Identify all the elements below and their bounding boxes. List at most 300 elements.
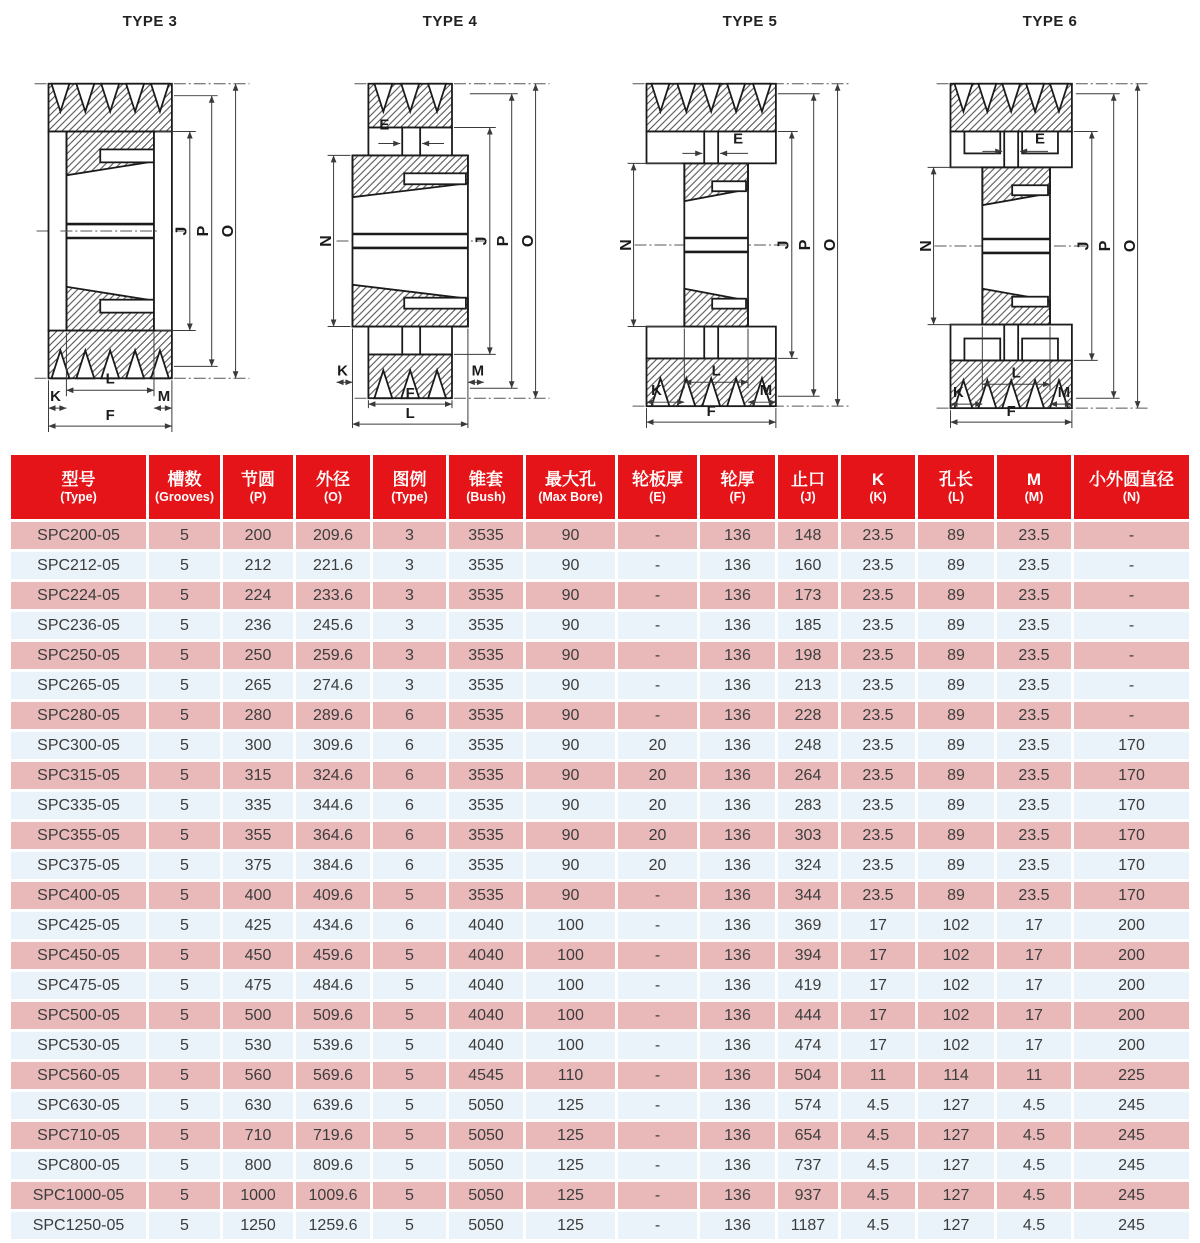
svg-text:F: F [1006,403,1016,421]
model-cell: SPC280-05 [11,702,146,729]
table-cell: 400 [223,882,293,909]
svg-text:P: P [1097,240,1115,252]
table-cell: 90 [526,822,615,849]
table-cell: 23.5 [841,852,915,879]
table-cell: 1187 [778,1212,838,1239]
table-cell: - [618,912,697,939]
table-cell: 4040 [449,972,523,999]
table-cell: - [1074,702,1189,729]
table-cell: 1000 [223,1182,293,1209]
table-cell: - [618,672,697,699]
table-row [11,702,1189,729]
table-cell: 170 [1074,822,1189,849]
table-cell: - [1074,582,1189,609]
table-cell: 5 [149,762,220,789]
table-cell: 245.6 [296,612,370,639]
table-cell: 23.5 [841,612,915,639]
svg-text:L: L [105,370,115,388]
table-cell: 89 [918,702,994,729]
svg-text:N: N [918,240,936,252]
table-cell: 89 [918,672,994,699]
table-cell: 654 [778,1122,838,1149]
table-cell: 20 [618,732,697,759]
table-cell: 17 [997,1002,1071,1029]
table-cell: 23.5 [997,762,1071,789]
table-cell: 364.6 [296,822,370,849]
table-cell: 5 [149,882,220,909]
table-cell: 209.6 [296,522,370,549]
table-row [11,522,1189,549]
model-cell: SPC300-05 [11,732,146,759]
svg-text:N: N [318,235,336,247]
table-cell: 136 [700,552,775,579]
table-row [11,672,1189,699]
table-cell: 200 [1074,1032,1189,1059]
table-cell: 136 [700,792,775,819]
svg-text:P: P [797,239,815,251]
table-cell: 5 [373,1152,446,1179]
model-cell: SPC800-05 [11,1152,146,1179]
diagram-type5 [600,0,900,452]
table-cell: 127 [918,1182,994,1209]
table-cell: 23.5 [997,852,1071,879]
table-cell: 5 [149,582,220,609]
table-cell: 3535 [449,822,523,849]
table-cell: 3 [373,612,446,639]
table-cell: 4.5 [841,1122,915,1149]
table-cell: - [618,552,697,579]
table-cell: - [618,882,697,909]
model-cell: SPC450-05 [11,942,146,969]
model-cell: SPC236-05 [11,612,146,639]
table-cell: 265 [223,672,293,699]
table-cell: 17 [997,912,1071,939]
table-cell: 5050 [449,1092,523,1119]
table-cell: 136 [700,762,775,789]
table-cell: 409.6 [296,882,370,909]
table-cell: 114 [918,1062,994,1089]
table-cell: - [618,642,697,669]
table-cell: 4040 [449,1032,523,1059]
table-cell: 250 [223,642,293,669]
table-cell: 136 [700,702,775,729]
table-cell: 5 [149,672,220,699]
table-cell: 5 [149,972,220,999]
table-cell: 5050 [449,1182,523,1209]
column-header: 锥套 (Bush) [449,455,523,519]
table-cell: 719.6 [296,1122,370,1149]
table-cell: - [1074,552,1189,579]
model-cell: SPC200-05 [11,522,146,549]
pulley-drawing-type3-icon [0,32,300,440]
table-cell: 23.5 [997,582,1071,609]
svg-text:F: F [105,407,115,425]
svg-text:E: E [379,116,390,134]
table-cell: 136 [700,1122,775,1149]
table-cell: 245 [1074,1152,1189,1179]
table-cell: 127 [918,1122,994,1149]
table-cell: 4.5 [997,1182,1071,1209]
table-row [11,822,1189,849]
table-cell: 560 [223,1062,293,1089]
table-cell: 20 [618,792,697,819]
table-cell: 23.5 [997,552,1071,579]
svg-text:L: L [711,362,721,380]
table-cell: 17 [841,912,915,939]
table-cell: 136 [700,852,775,879]
table-cell: 3535 [449,552,523,579]
table-cell: 6 [373,792,446,819]
table-cell: 1250 [223,1212,293,1239]
table-cell: - [618,1062,697,1089]
table-cell: 3535 [449,792,523,819]
model-cell: SPC500-05 [11,1002,146,1029]
table-cell: 419 [778,972,838,999]
model-cell: SPC355-05 [11,822,146,849]
table-cell: 315 [223,762,293,789]
table-row [11,852,1189,879]
table-cell: 23.5 [841,552,915,579]
model-cell: SPC630-05 [11,1092,146,1119]
table-cell: 90 [526,612,615,639]
table-cell: 228 [778,702,838,729]
table-cell: - [618,612,697,639]
table-cell: 89 [918,762,994,789]
diagram-type4 [300,0,600,452]
table-cell: 3535 [449,582,523,609]
table-cell: 5 [149,852,220,879]
table-cell: 11 [997,1062,1071,1089]
table-cell: 200 [223,522,293,549]
table-cell: 3535 [449,882,523,909]
table-cell: 3535 [449,852,523,879]
table-cell: 100 [526,972,615,999]
table-cell: 89 [918,612,994,639]
table-row [11,1002,1189,1029]
table-cell: 6 [373,822,446,849]
table-cell: 148 [778,522,838,549]
table-row [11,612,1189,639]
pulley-drawing-type5-icon [600,32,900,440]
table-cell: 4.5 [841,1092,915,1119]
table-cell: - [618,1152,697,1179]
table-cell: - [618,1182,697,1209]
table-cell: 136 [700,1182,775,1209]
table-row [11,882,1189,909]
diagram-title: TYPE 3 [122,13,178,30]
table-cell: 4.5 [841,1152,915,1179]
diagram-type6 [900,0,1200,452]
table-cell: 5 [373,1122,446,1149]
table-row [11,912,1189,939]
table-cell: 102 [918,1032,994,1059]
table-cell: 17 [997,1032,1071,1059]
table-cell: 335 [223,792,293,819]
table-cell: 20 [618,822,697,849]
table-cell: 937 [778,1182,838,1209]
table-cell: 5 [373,1092,446,1119]
table-cell: 394 [778,942,838,969]
table-cell: 344 [778,882,838,909]
table-cell: 569.6 [296,1062,370,1089]
table-cell: 102 [918,1002,994,1029]
table-cell: 5 [373,1032,446,1059]
table-cell: 89 [918,792,994,819]
table-cell: 23.5 [997,882,1071,909]
table-cell: 160 [778,552,838,579]
column-header: 节圆 (P) [223,455,293,519]
model-cell: SPC265-05 [11,672,146,699]
table-cell: 444 [778,1002,838,1029]
table-cell: 17 [841,972,915,999]
table-cell: 434.6 [296,912,370,939]
table-cell: 283 [778,792,838,819]
table-cell: 3 [373,582,446,609]
svg-text:O: O [1122,239,1140,253]
table-cell: 125 [526,1092,615,1119]
table-cell: 11 [841,1062,915,1089]
table-cell: 5 [149,792,220,819]
table-cell: 23.5 [997,642,1071,669]
svg-text:F: F [405,385,415,403]
table-cell: 3535 [449,762,523,789]
svg-text:J: J [775,240,793,250]
column-header: 槽数 (Grooves) [149,455,220,519]
model-cell: SPC710-05 [11,1122,146,1149]
table-cell: 5 [149,1092,220,1119]
table-cell: - [618,942,697,969]
diagram-title: TYPE 4 [422,13,478,30]
table-cell: 213 [778,672,838,699]
svg-text:M: M [157,388,171,406]
table-cell: 259.6 [296,642,370,669]
table-cell: 89 [918,522,994,549]
svg-text:K: K [50,388,61,406]
table-cell: 248 [778,732,838,759]
table-cell: 4.5 [997,1092,1071,1119]
table-cell: 5 [373,1182,446,1209]
table-cell: 3535 [449,672,523,699]
table-cell: 136 [700,642,775,669]
table-cell: 23.5 [997,702,1071,729]
table-cell: 198 [778,642,838,669]
table-header [11,455,1189,519]
column-header: 图例 (Type) [373,455,446,519]
table-cell: 3535 [449,642,523,669]
table-cell: 23.5 [997,732,1071,759]
table-cell: 5 [149,642,220,669]
table-cell: 170 [1074,852,1189,879]
table-cell: 90 [526,852,615,879]
table-cell: 6 [373,762,446,789]
table-cell: 459.6 [296,942,370,969]
table-cell: 136 [700,582,775,609]
table-cell: 3535 [449,522,523,549]
table-row [11,942,1189,969]
table-row [11,582,1189,609]
table-cell: 23.5 [841,822,915,849]
table-cell: 289.6 [296,702,370,729]
svg-text:O: O [520,234,538,248]
table-cell: 224 [223,582,293,609]
table-cell: 737 [778,1152,838,1179]
table-cell: 309.6 [296,732,370,759]
column-header: 型号 (Type) [11,455,146,519]
table-cell: 102 [918,912,994,939]
table-cell: 125 [526,1212,615,1239]
svg-text:M: M [759,382,773,400]
table-cell: 4040 [449,942,523,969]
table-cell: 136 [700,732,775,759]
table-cell: 5 [373,1212,446,1239]
table-row [11,1152,1189,1179]
table-cell: 809.6 [296,1152,370,1179]
table-cell: 89 [918,882,994,909]
table-cell: 475 [223,972,293,999]
table-cell: 23.5 [841,582,915,609]
svg-text:P: P [495,235,513,247]
column-header: M (M) [997,455,1071,519]
table-cell: 4.5 [997,1212,1071,1239]
table-cell: 23.5 [997,792,1071,819]
table-cell: 136 [700,1032,775,1059]
table-cell: 89 [918,642,994,669]
pulley-drawing-type4-icon [300,32,600,440]
table-cell: 6 [373,702,446,729]
table-cell: 5 [373,1002,446,1029]
table-cell: 5050 [449,1152,523,1179]
table-cell: 300 [223,732,293,759]
table-cell: 5 [149,822,220,849]
table-cell: 136 [700,822,775,849]
table-cell: 710 [223,1122,293,1149]
table-cell: 23.5 [841,522,915,549]
table-cell: 136 [700,912,775,939]
table-cell: 17 [841,1032,915,1059]
table-cell: 6 [373,852,446,879]
model-cell: SPC1250-05 [11,1212,146,1239]
table-cell: 200 [1074,972,1189,999]
table-cell: 17 [841,942,915,969]
svg-text:J: J [173,226,191,236]
table-cell: 136 [700,1002,775,1029]
table-cell: 5 [149,942,220,969]
model-cell: SPC315-05 [11,762,146,789]
diagram-title: TYPE 5 [722,13,778,30]
table-cell: 102 [918,972,994,999]
table-cell: 236 [223,612,293,639]
table-cell: - [1074,642,1189,669]
table-cell: 90 [526,642,615,669]
table-row [11,1212,1189,1239]
table-cell: 504 [778,1062,838,1089]
svg-text:M: M [471,362,485,380]
table-cell: 102 [918,942,994,969]
table-cell: 5 [373,1062,446,1089]
table-row [11,1062,1189,1089]
table-cell: 5 [149,522,220,549]
svg-text:N: N [618,239,636,251]
model-cell: SPC400-05 [11,882,146,909]
model-cell: SPC335-05 [11,792,146,819]
table-cell: 5 [149,1122,220,1149]
spec-table-section [0,452,1200,1242]
table-cell: 245 [1074,1122,1189,1149]
pulley-drawing-type6-icon [900,32,1200,440]
svg-text:O: O [822,238,840,252]
table-cell: 4040 [449,912,523,939]
table-row [11,1122,1189,1149]
table-cell: 23.5 [841,642,915,669]
table-cell: 200 [1074,942,1189,969]
table-cell: 4545 [449,1062,523,1089]
table-cell: 4.5 [841,1182,915,1209]
table-cell: 100 [526,1032,615,1059]
table-cell: 280 [223,702,293,729]
spec-table [8,452,1192,1242]
table-cell: 89 [918,732,994,759]
table-row [11,792,1189,819]
svg-text:K: K [651,382,662,400]
table-cell: 303 [778,822,838,849]
table-cell: 375 [223,852,293,879]
table-cell: 474 [778,1032,838,1059]
svg-text:F: F [706,403,716,421]
table-cell: 17 [997,942,1071,969]
table-cell: 233.6 [296,582,370,609]
table-cell: 3 [373,672,446,699]
column-header: 孔长 (L) [918,455,994,519]
table-cell: 90 [526,552,615,579]
table-cell: 185 [778,612,838,639]
table-cell: 170 [1074,792,1189,819]
table-cell: 6 [373,732,446,759]
table-cell: - [618,1032,697,1059]
table-cell: 89 [918,852,994,879]
table-cell: 5050 [449,1122,523,1149]
table-cell: 89 [918,822,994,849]
table-cell: 425 [223,912,293,939]
table-cell: 23.5 [997,672,1071,699]
table-cell: 90 [526,732,615,759]
table-cell: 500 [223,1002,293,1029]
table-cell: 127 [918,1152,994,1179]
model-cell: SPC375-05 [11,852,146,879]
table-cell: 6 [373,912,446,939]
column-header: 外径 (O) [296,455,370,519]
table-cell: 5 [149,1182,220,1209]
table-cell: 4.5 [997,1122,1071,1149]
table-cell: 23.5 [841,732,915,759]
table-cell: 136 [700,1092,775,1119]
table-cell: 539.6 [296,1032,370,1059]
table-header-row [11,455,1189,519]
table-cell: - [618,702,697,729]
table-row [11,1092,1189,1119]
table-cell: 90 [526,702,615,729]
svg-text:P: P [195,225,213,237]
table-cell: - [618,522,697,549]
table-cell: 800 [223,1152,293,1179]
table-cell: 23.5 [841,792,915,819]
table-cell: 324.6 [296,762,370,789]
diagram-type3 [0,0,300,452]
table-cell: 90 [526,672,615,699]
table-cell: 5050 [449,1212,523,1239]
table-cell: 4040 [449,1002,523,1029]
table-cell: - [618,582,697,609]
table-cell: 274.6 [296,672,370,699]
